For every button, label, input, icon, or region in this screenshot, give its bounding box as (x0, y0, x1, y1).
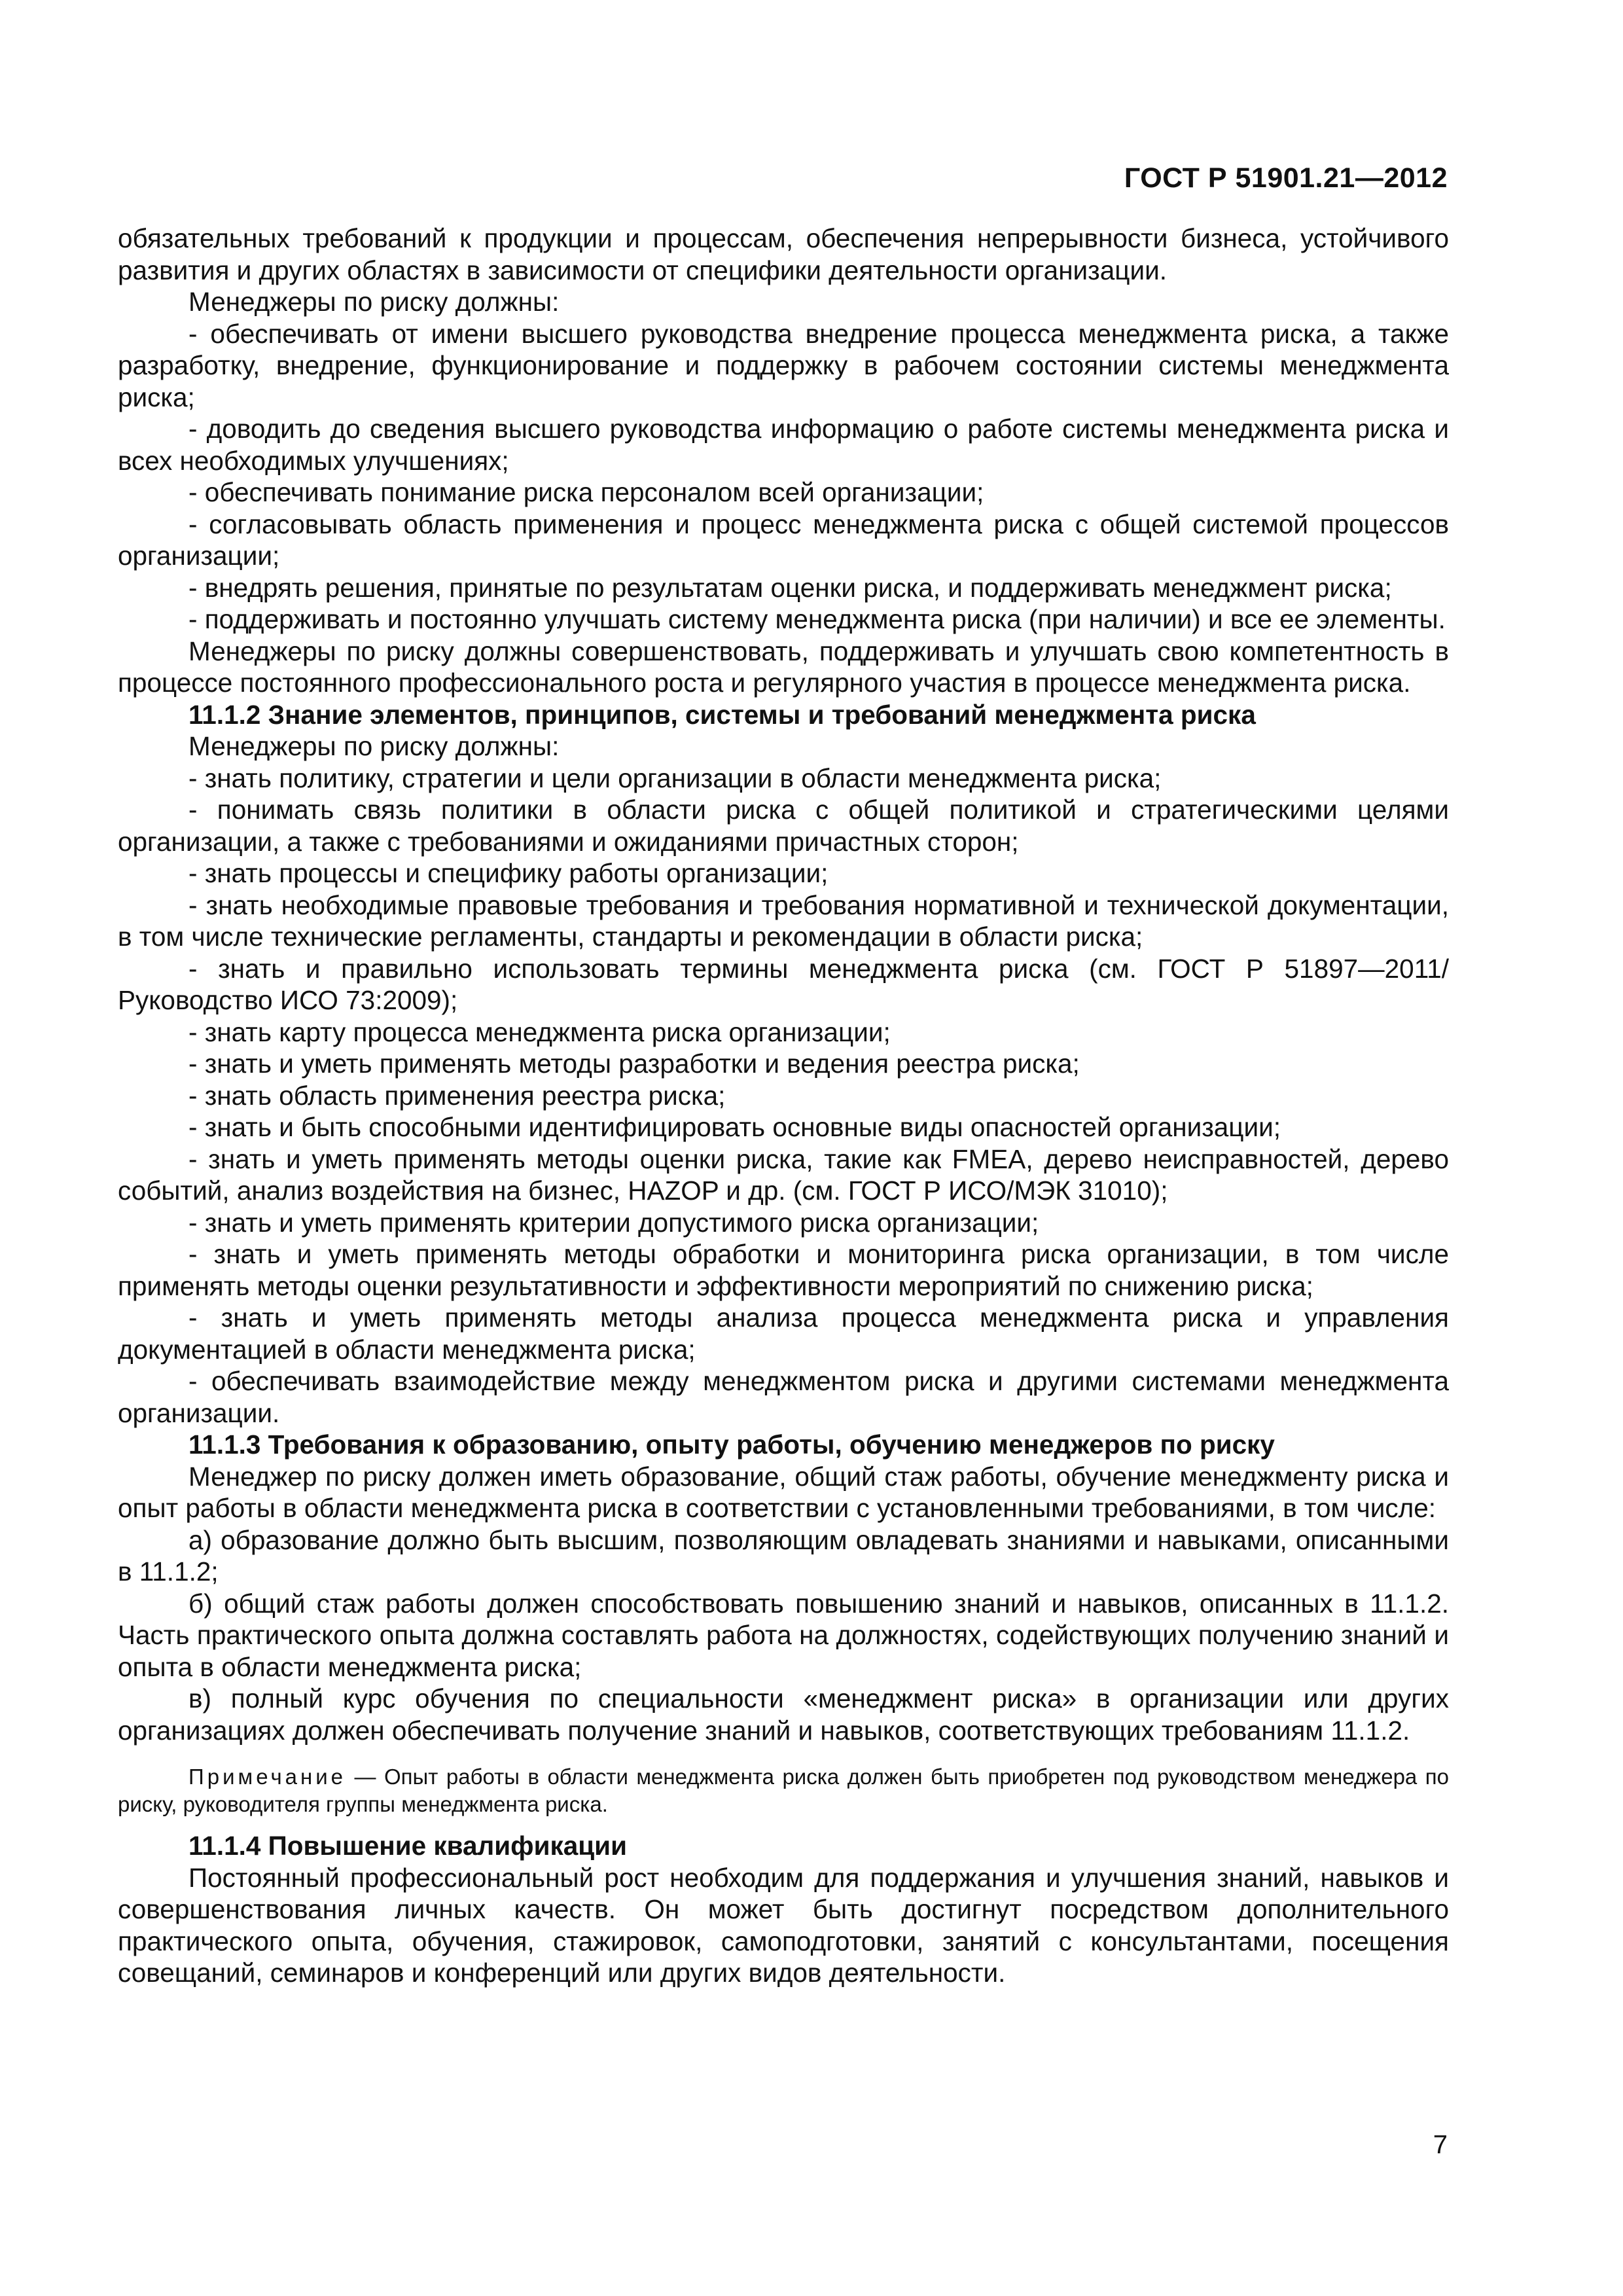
list-item: - знать и уметь применять методы оценки риска, такие как FMEA, дерево неисправностей, дерево событий, анализ воздействия на бизнес, HAZOP и др. (см. ГОСТ Р ИСО/МЭК 31010); (118, 1143, 1449, 1206)
section-heading-11-1-4: 11.1.4 Повышение квалификации (188, 1831, 627, 1861)
list-item: - согласовывать область применения и процесс менеджмента риска с общей системой процессов организации; (118, 509, 1449, 571)
body-paragraph: Менеджеры по риску должны: (188, 287, 560, 317)
list-item: - знать область применения реестра риска; (188, 1080, 726, 1111)
list-item: б) общий стаж работы должен способствовать повышению знаний и навыков, описанных в 11.1.2. Часть практического опыта должна составлять работа на должностях, содействующих получению знаний и опыта в области менеджмента риска; (118, 1588, 1449, 1682)
list-item: - знать политику, стратегии и цели организации в области менеджмента риска; (188, 762, 1162, 793)
list-item: - знать и уметь применять методы разработки и ведения реестра риска; (188, 1049, 1080, 1079)
list-item: - внедрять решения, принятые по результатам оценки риска, и поддерживать менеджмент риска; (188, 572, 1392, 603)
list-item: - обеспечивать понимание риска персоналом всей организации; (188, 477, 984, 507)
list-item: в) полный курс обучения по специальности «менеджмент риска» в организации или других организациях должен обеспечивать получение знаний и навыков, соответствующих требованиям 11.1.2. (118, 1683, 1449, 1746)
list-item: - поддерживать и постоянно улучшать систему менеджмента риска (при наличии) и все ее элементы. (188, 604, 1446, 634)
list-item: - знать и уметь применять критерии допустимого риска организации; (188, 1207, 1039, 1238)
page-number: 7 (1433, 2130, 1448, 2159)
list-item: - знать и правильно использовать термины менеджмента риска (см. ГОСТ Р 51897—2011/Руководство ИСО 73:2009); (118, 953, 1449, 1015)
body-paragraph: Менеджер по риску должен иметь образование, общий стаж работы, обучение менеджменту риска и опыт работы в области менеджмента риска в соответствии с установленными требованиями, в том числе: (118, 1461, 1449, 1523)
list-item: - доводить до сведения высшего руководства информацию о работе системы менеджмента риска и всех необходимых улучшениях; (118, 414, 1449, 476)
body-paragraph: обязательных требований к продукции и процессам, обеспечения непрерывности бизнеса, устойчивого развития и других областях в зависимости от специфики деятельности организации. (118, 223, 1449, 285)
list-item: - знать процессы и специфику работы организации; (188, 858, 829, 888)
section-heading-11-1-3: 11.1.3 Требования к образованию, опыту работы, обучению менеджеров по риску (188, 1429, 1275, 1460)
list-item: - знать и уметь применять методы анализа процесса менеджмента риска и управления документацией в области менеджмента риска; (118, 1302, 1449, 1365)
list-item: - понимать связь политики в области риска с общей политикой и стратегическими целями организации, а также с требованиями и ожиданиями причастных сторон; (118, 795, 1449, 857)
document-body (118, 223, 1449, 1989)
body-paragraph: Менеджеры по риску должны совершенствовать, поддерживать и улучшать свою компетентность в процессе постоянного профессионального роста и регулярного участия в процессе менеджмента риска. (118, 636, 1449, 698)
section-heading-11-1-2: 11.1.2 Знание элементов, принципов, системы и требований менеджмента риска (188, 699, 1256, 730)
note-label: Примечание (188, 1765, 347, 1789)
list-item: - обеспечивать от имени высшего руководства внедрение процесса менеджмента риска, а также разработку, внедрение, функционирование и поддержку в рабочем состоянии системы менеджмента риска; (118, 318, 1449, 412)
list-item: - знать карту процесса менеджмента риска организации; (188, 1016, 891, 1047)
note (118, 1763, 1449, 1818)
list-item: - знать и уметь применять методы обработки и мониторинга риска организации, в том числе применять методы оценки результативности и эффективности мероприятий по снижению риска; (118, 1239, 1449, 1301)
note-text: — Опыт работы в области менеджмента риска должен быть приобретен под руководством менеджера по риску, руководителя группы менеджмента риска. (118, 1765, 1450, 1816)
document-header: ГОСТ Р 51901.21—2012 (1124, 162, 1448, 194)
list-item: - обеспечивать взаимодействие между менеджментом риска и другими системами менеджмента организации. (118, 1366, 1449, 1428)
list-item: а) образование должно быть высшим, позволяющим овладевать знаниями и навыками, описанными в 11.1.2; (118, 1524, 1449, 1587)
body-paragraph: Постоянный профессиональный рост необходим для поддержания и улучшения знаний, навыков и совершенствования личных качеств. Он может быть достигнут посредством дополнительного практического опыта, обучения, стажировок, самоподготовки, занятий с консультантами, посещения совещаний, семинаров и конференций или других видов деятельности. (118, 1862, 1449, 1988)
list-item: - знать и быть способными идентифицировать основные виды опасностей организации; (188, 1112, 1281, 1142)
list-item: - знать необходимые правовые требования и требования нормативной и технической документации, в том числе технические регламенты, стандарты и рекомендации в области риска; (118, 889, 1449, 952)
body-paragraph: Менеджеры по риску должны: (188, 731, 560, 761)
